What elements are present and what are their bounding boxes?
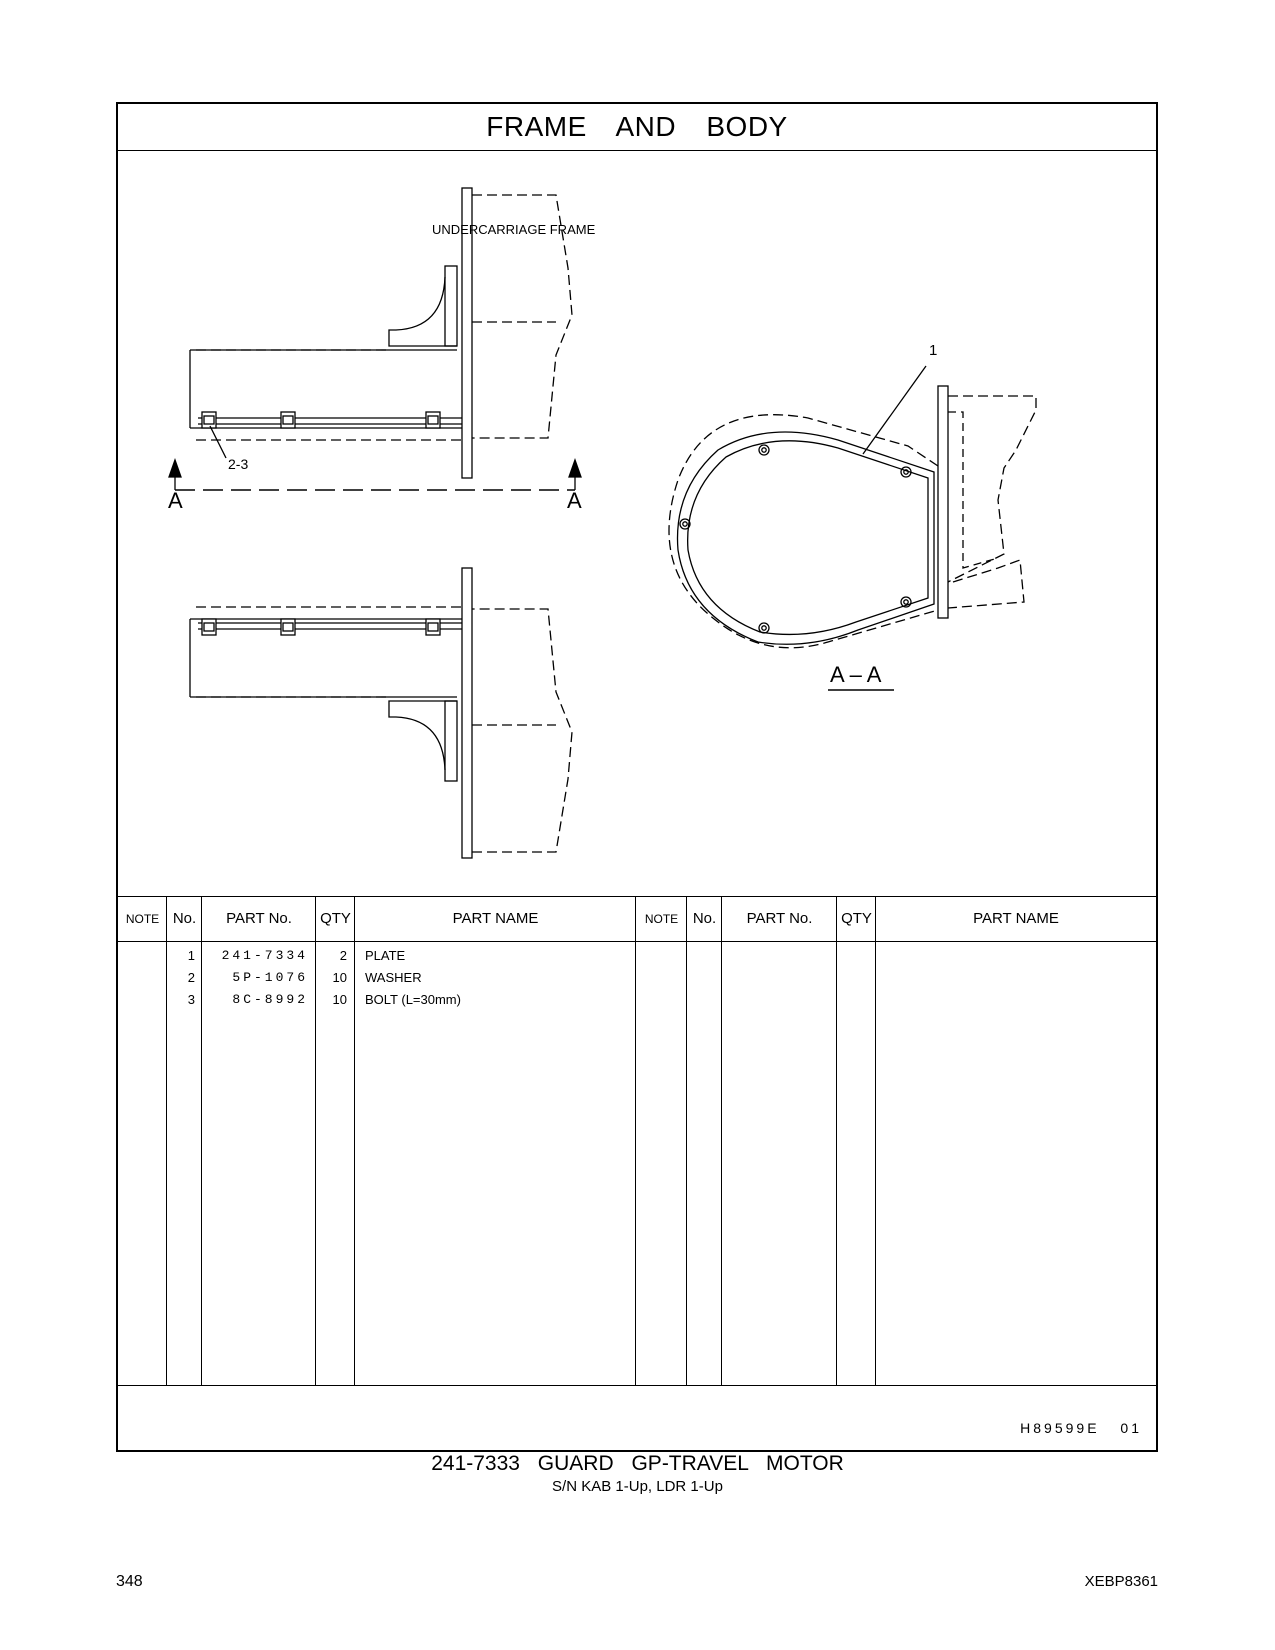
drawing-lines [118, 150, 1156, 896]
section-marker-right: A [567, 488, 582, 513]
col-no-right [687, 897, 722, 1385]
page-number: 348 [116, 1573, 143, 1590]
section-aa-view [669, 366, 1036, 690]
table-header [118, 897, 1156, 942]
section-view-label: A – A [830, 662, 882, 687]
col-note-right [636, 897, 687, 1385]
parts-sheet-frame [116, 102, 1158, 1452]
serial-range: S/N KAB 1-Up, LDR 1-Up [552, 1478, 723, 1495]
row-1-qty: 2 [339, 948, 347, 963]
assembly-drawing [118, 150, 1156, 896]
header-part-name-right: PART NAME [973, 910, 1059, 927]
row-3-part-no: 8C-8992 [232, 992, 308, 1007]
col-note-left [118, 897, 167, 1385]
row-2-qty: 10 [332, 970, 347, 985]
undercarriage-frame-label: UNDERCARRIAGE FRAME [432, 222, 596, 237]
header-part-no-right: PART No. [746, 910, 813, 927]
row-3-no: 3 [187, 992, 195, 1007]
header-part-name: PART NAME [452, 910, 539, 927]
row-1-part-no: 241-7334 [221, 948, 308, 963]
row-3-name: BOLT (L=30mm) [365, 992, 461, 1007]
header-no: No. [172, 910, 197, 927]
header-note: NOTE [125, 912, 160, 926]
col-qty-right [837, 897, 876, 1385]
row-1-name: PLATE [365, 948, 406, 963]
header-no-right: No. [692, 910, 717, 927]
row-2-no: 2 [187, 970, 195, 985]
row-3-qty: 10 [332, 992, 347, 1007]
drawing-code: H89599E 01 [1020, 1420, 1142, 1436]
lower-side-view [190, 568, 572, 858]
callout-2-3: 2-3 [228, 456, 249, 472]
row-2-name: WASHER [365, 970, 422, 985]
assembly-title: 241-7333 GUARD GP-TRAVEL MOTOR [431, 1452, 844, 1475]
section-marker-left: A [168, 488, 183, 513]
header-qty: QTY [320, 910, 351, 927]
col-partno-right [722, 897, 837, 1385]
row-1-no: 1 [187, 948, 195, 963]
page-title: FRAME AND BODY [118, 104, 1156, 151]
header-qty-right: QTY [841, 910, 872, 927]
row-2-part-no: 5P-1076 [232, 970, 308, 985]
document-id: XEBP8361 [1084, 1573, 1158, 1590]
parts-table [118, 896, 1156, 1386]
callout-1: 1 [929, 342, 938, 359]
header-part-no: PART No. [226, 910, 292, 927]
header-note-right: NOTE [644, 912, 679, 926]
